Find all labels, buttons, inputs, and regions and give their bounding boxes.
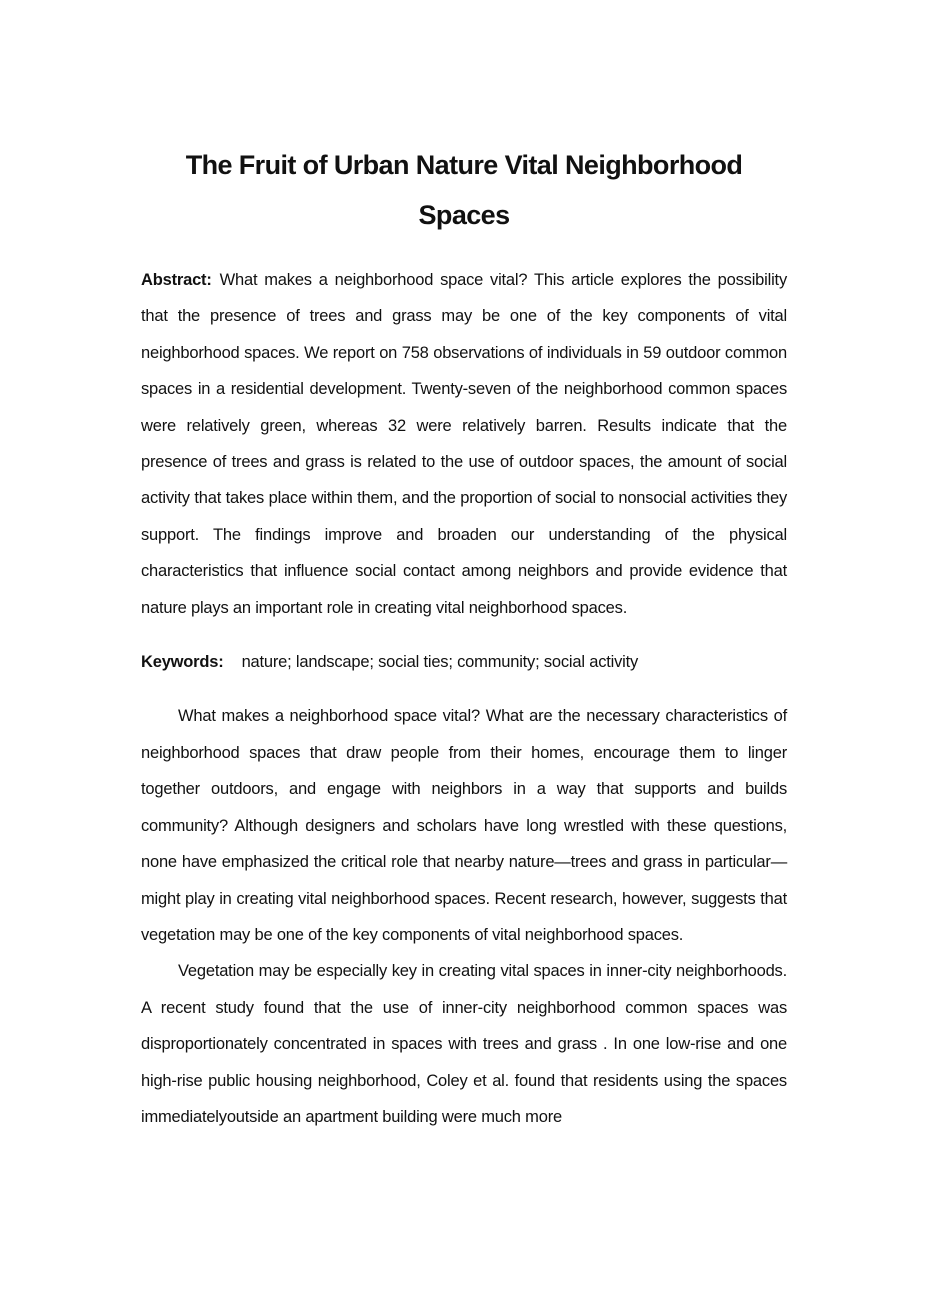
abstract-text: What makes a neighborhood space vital? This article explores the possibility that the presence of trees and grass may be one of the key components of vital neighborhood spaces. We report on 758 observations of individuals in 59 outdoor common spaces in a residential development. Twenty-seven of the neighborhood common spaces were relatively green, whereas 32 were relatively barren. Results indicate that the presence of trees and grass is related to the use of outdoor spaces, the amount of social activity that takes place within them, and the proportion of social to nonsocial activities they support. The findings improve and broaden our understanding of the physical characteristics that influence social contact among neighbors and provide evidence that nature plays an important role in creating vital neighborhood spaces. <box>141 271 787 617</box>
paper-title-line-1: The Fruit of Urban Nature Vital Neighborhood <box>185 150 743 180</box>
abstract-paragraph <box>141 262 787 626</box>
keywords-label: Keywords: <box>141 653 224 672</box>
abstract-label: Abstract: <box>141 271 212 289</box>
paper-title <box>141 140 787 240</box>
keywords-text: nature; landscape; social ties; community; social activity <box>241 653 639 672</box>
body-paragraph-2: Vegetation may be especially key in creating vital spaces in inner-city neighborhoods. A recent study found that the use of inner-city neighborhood common spaces was disproportionately concentrated in spaces with trees and grass . In one low-rise and one high-rise public housing neighborhood, Coley et al. found that residents using the spaces immediatelyoutside an apartment building were much more <box>141 962 787 1126</box>
paper-title-line-2: Spaces <box>418 200 510 230</box>
document-page <box>141 140 787 1135</box>
body-paragraph-1: What makes a neighborhood space vital? What are the necessary characteristics of neighborhood spaces that draw people from their homes, encourage them to linger together outdoors, and engage with neighbors in a way that supports and builds community? Although designers and scholars have long wrestled with these questions, none have emphasized the critical role that nearby nature—trees and grass in particular—might play in creating vital neighborhood spaces. Recent research, however, suggests that vegetation may be one of the key components of vital neighborhood spaces. <box>141 707 787 944</box>
keywords-line <box>141 644 787 680</box>
